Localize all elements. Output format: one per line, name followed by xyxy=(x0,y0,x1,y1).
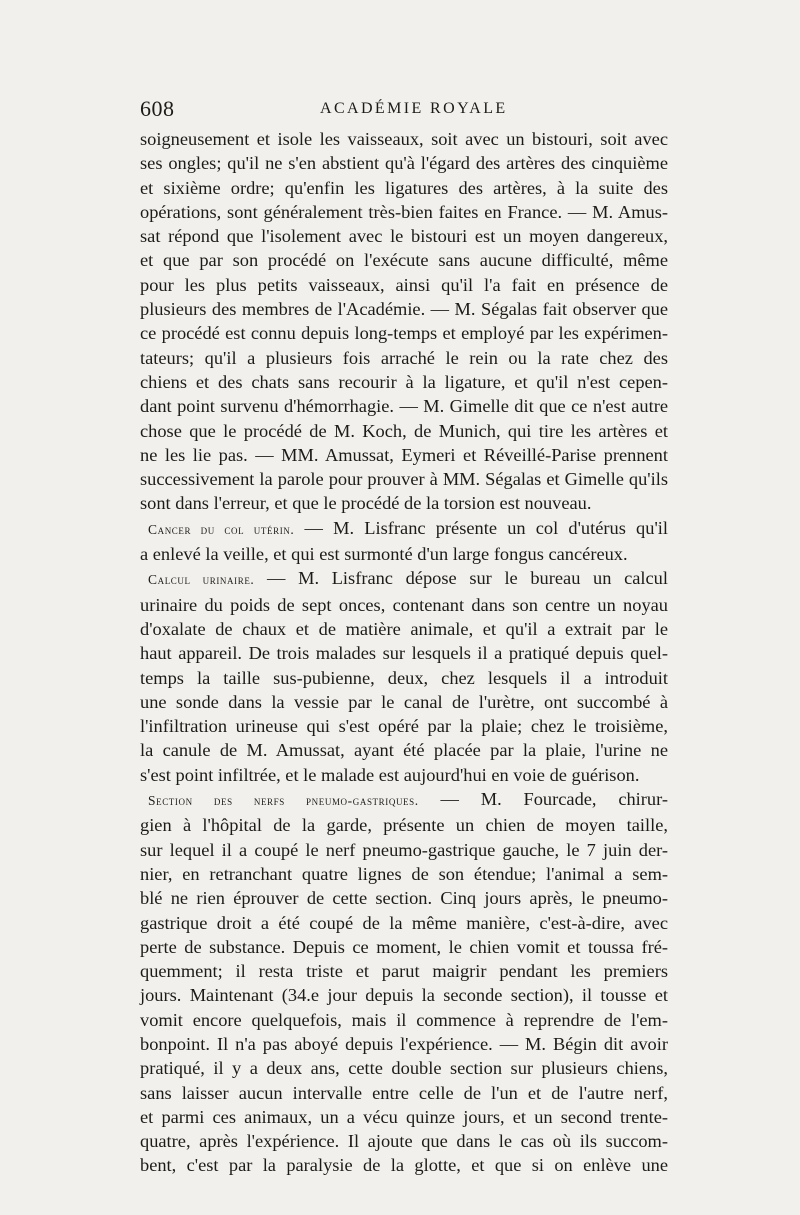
line-text: gastrique droit a été coupé de la même manière, c'est-à-dire, avec xyxy=(140,912,668,933)
text-line xyxy=(140,443,668,467)
line-text: soigneusement et isole les vaisseaux, soit avec un bistouri, soit avec xyxy=(140,129,668,149)
text-line xyxy=(140,666,668,690)
text-line xyxy=(140,1032,668,1056)
line-text: une sonde dans la vessie par le canal de l'urètre, ont succombé à xyxy=(140,691,668,712)
text-line xyxy=(140,862,668,886)
text-line xyxy=(140,1008,668,1032)
line-text: pratiqué, il y a deux ans, cette double section sur plusieurs chiens, xyxy=(140,1058,668,1079)
text-line xyxy=(140,516,668,542)
line-text: et sixième ordre; qu'enfin les ligatures des artères, à la suite des xyxy=(140,177,668,198)
text-line xyxy=(140,813,668,837)
text-line xyxy=(140,959,668,983)
line-text: ses ongles; qu'il ne s'en abstient qu'à l'égard des artères des cinquième xyxy=(140,153,668,174)
body-text xyxy=(140,127,668,1178)
text-line xyxy=(140,714,668,738)
text-line xyxy=(140,297,668,321)
line-text: bent, c'est par la paralysie de la glotte, et que si on enlève une xyxy=(140,1155,668,1176)
line-text: sans laisser aucun intervalle entre celle de l'un et de l'autre nerf, xyxy=(140,1082,668,1103)
text-line xyxy=(140,200,668,224)
line-text: quemment; il resta triste et parut maigrir pendant les premiers xyxy=(140,961,668,982)
line-text: tateurs; qu'il a plusieurs fois arraché le rein ou la rate chez des xyxy=(140,347,668,368)
line-text: sat répond que l'isolement avec le bistouri est un moyen dangereux, xyxy=(140,226,668,247)
line-text: quatre, après l'expérience. Il ajoute que dans le cas où ils succom- xyxy=(140,1131,668,1152)
text-line xyxy=(140,566,668,592)
page-header xyxy=(140,96,670,122)
line-text: d'oxalate de chaux et de matière animale, et qu'il a extrait par le xyxy=(140,618,668,639)
text-line xyxy=(140,935,668,959)
line-text: sur lequel il a coupé le nerf pneumo-gastrique gauche, le 7 juin der- xyxy=(140,839,668,860)
line-text: plusieurs des membres de l'Académie. — M. Ségalas fait observer que xyxy=(140,299,668,320)
line-text: pour les plus petits vaisseaux, ainsi qu'il l'a fait en présence de xyxy=(140,274,668,295)
line-text: — M. Lisfranc présente un col d'utérus qu'il xyxy=(294,517,668,538)
line-text: jours. Maintenant (34.e jour depuis la seconde section), il tousse et xyxy=(140,985,668,1006)
text-line xyxy=(140,983,668,1007)
text-line xyxy=(140,248,668,272)
text-line xyxy=(140,394,668,418)
text-line xyxy=(140,641,668,665)
line-text: ne les lie pas. — MM. Amussat, Eymeri et Réveillé-Parise prennent xyxy=(140,444,668,465)
line-text: a enlevé la veille, et qui est surmonté d'un large fongus cancéreux. xyxy=(140,544,628,565)
line-text: bonpoint. Il n'a pas aboyé depuis l'expérience. — M. Bégin dit avoir xyxy=(140,1033,668,1054)
text-line xyxy=(140,787,668,813)
text-line xyxy=(140,127,668,151)
line-text: et que par son procédé on l'exécute sans aucune difficulté, même xyxy=(140,250,668,271)
line-text: et parmi ces animaux, un a vécu quinze jours, et un second trente- xyxy=(140,1106,668,1127)
text-line xyxy=(140,738,668,762)
section-heading: Calcul urinaire. xyxy=(148,572,255,588)
text-line xyxy=(140,886,668,910)
line-text: s'est point infiltrée, et le malade est aujourd'hui en voie de guérison. xyxy=(140,764,640,785)
text-line xyxy=(140,1056,668,1080)
text-line xyxy=(140,1153,668,1177)
text-line xyxy=(140,1105,668,1129)
line-text: — M. Lisfranc dépose sur le bureau un calcul xyxy=(254,568,668,589)
line-text: urinaire du poids de sept onces, contenant dans son centre un noyau xyxy=(140,594,668,615)
line-text: — M. Fourcade, chirur- xyxy=(418,789,668,810)
line-text: l'infiltration urineuse qui s'est opéré par la plaie; chez le troisième, xyxy=(140,716,668,737)
line-text: perte de substance. Depuis ce moment, le chien vomit et toussa fré- xyxy=(140,936,668,957)
line-text: la canule de M. Amussat, ayant été placée par la plaie, l'urine ne xyxy=(140,740,668,761)
text-line xyxy=(140,838,668,862)
line-text: chiens et des chats sans recourir à la ligature, et qu'il n'est cepen- xyxy=(140,371,668,392)
text-line xyxy=(140,346,668,370)
text-line xyxy=(140,911,668,935)
line-text: nier, en retranchant quatre lignes de son étendue; l'animal a sem- xyxy=(140,863,668,884)
text-line xyxy=(140,763,668,787)
text-line xyxy=(140,419,668,443)
line-text: haut appareil. De trois malades sur lesquels il a pratiqué depuis quel- xyxy=(140,643,668,664)
text-line xyxy=(140,690,668,714)
line-text: blé ne rien éprouver de cette section. Cinq jours après, le pneumo- xyxy=(140,888,668,909)
line-text: temps la taille sus-pubienne, deux, chez lesquels il a introduit xyxy=(140,667,668,688)
text-line xyxy=(140,321,668,345)
text-line xyxy=(140,1129,668,1153)
line-text: vomit encore quelquefois, mais il commence à reprendre de l'em- xyxy=(140,1009,668,1030)
section-heading: Cancer du col utérin. xyxy=(148,521,295,537)
running-title: ACADÉMIE ROYALE xyxy=(320,100,508,117)
line-text: chose que le procédé de M. Koch, de Munich, qui tire les artères et xyxy=(140,420,668,441)
text-line xyxy=(140,273,668,297)
line-text: sont dans l'erreur, et que le procédé de la torsion est nouveau. xyxy=(140,493,592,514)
text-line xyxy=(140,467,668,491)
line-text: ce procédé est connu depuis long-temps et employé par les expérimen- xyxy=(140,323,668,344)
page-number: 608 xyxy=(140,96,175,121)
section-heading: Section des nerfs pneumo-gastriques. xyxy=(148,793,419,809)
text-line xyxy=(140,1081,668,1105)
text-line xyxy=(140,491,668,515)
line-text: gien à l'hôpital de la garde, présente un chien de moyen taille, xyxy=(140,815,668,836)
text-line xyxy=(140,176,668,200)
text-line xyxy=(140,151,668,175)
line-text: successivement la parole pour prouver à MM. Ségalas et Gimelle qu'ils xyxy=(140,469,668,490)
text-line xyxy=(140,370,668,394)
text-line xyxy=(140,224,668,248)
line-text: dant point survenu d'hémorrhagie. — M. Gimelle dit que ce n'est autre xyxy=(140,396,668,417)
text-line xyxy=(140,593,668,617)
text-line xyxy=(140,542,668,566)
text-line xyxy=(140,617,668,641)
line-text: opérations, sont généralement très-bien faites en France. — M. Amus- xyxy=(140,201,668,222)
